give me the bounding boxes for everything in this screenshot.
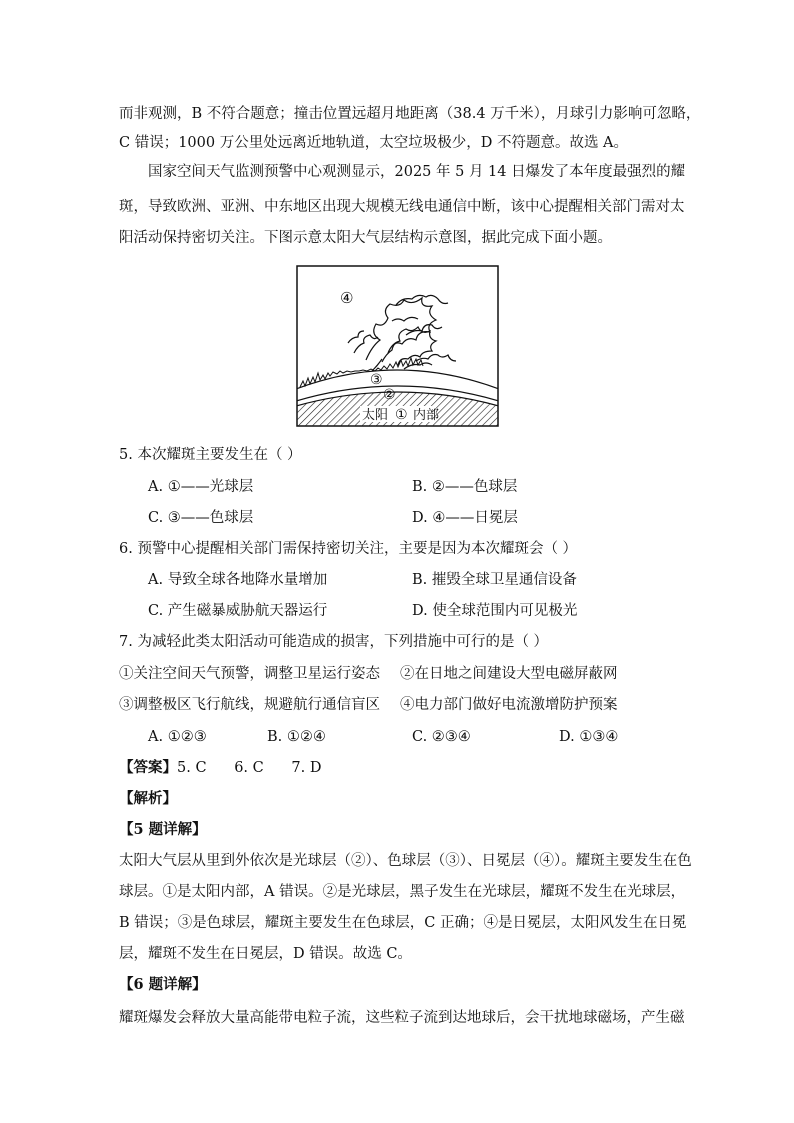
detail-5-text: 层，耀斑不发生在日冕层，D 错误。故选 C。 (119, 946, 412, 962)
q7-option-b: B. ①②④ (267, 729, 326, 745)
q5-option-c: C. ③——色球层 (148, 510, 254, 526)
label-corona: ④ (340, 289, 354, 307)
question-6-stem: 6. 预警中心提醒相关部门需保持密切关注，主要是因为本次耀斑会（ ） (119, 541, 578, 557)
analysis-label: 【解析】 (119, 790, 177, 807)
label-interior: 内部 (413, 408, 440, 423)
answer-label: 【答案】 (119, 759, 177, 776)
q7-statement-2: ②在日地之间建设大型电磁屏蔽网 (400, 666, 618, 682)
detail-5-text: B 错误；③是色球层，耀斑主要发生在色球层，C 正确；④是日冕层，太阳风发生在日冕 (119, 915, 687, 931)
q7-option-d: D. ①③④ (559, 729, 619, 745)
q5-option-a: A. ①——光球层 (148, 479, 254, 495)
label-sun: 太阳 (362, 408, 389, 423)
sun-atmosphere-diagram (296, 265, 499, 427)
answer-line (119, 758, 321, 778)
text-line: 阳活动保持密切关注。下图示意太阳大气层结构示意图，据此完成下面小题。 (119, 230, 612, 246)
label-interior-number: ① (395, 407, 408, 423)
detail-6-heading: 【6 题详解】 (119, 976, 207, 993)
q7-option-a: A. ①②③ (148, 729, 207, 745)
detail-5-heading: 【5 题详解】 (119, 821, 207, 838)
q6-option-a: A. 导致全球各地降水量增加 (148, 572, 328, 588)
q7-option-c: C. ②③④ (412, 729, 471, 745)
q6-option-c: C. 产生磁暴威胁航天器运行 (148, 603, 328, 619)
detail-5-text: 太阳大气层从里到外依次是光球层（②）、色球层（③）、日冕层（④）。耀斑主要发生在色 (119, 853, 692, 869)
text-line: C 错误；1000 万公里处远离近地轨道，太空垃圾极少，D 不符题意。故选 A。 (119, 135, 629, 151)
paragraph-start: 国家空间天气监测预警中心观测显示，2025 年 5 月 14 日爆发了本年度最强烈的耀 (148, 164, 686, 180)
sun-atmosphere-figure (296, 265, 499, 427)
detail-6-text: 耀斑爆发会释放大量高能带电粒子流，这些粒子流到达地球后，会干扰地球磁场，产生磁 (119, 1010, 685, 1026)
label-photosphere: ② (383, 387, 396, 403)
text-line: 斑，导致欧洲、亚洲、中东地区出现大规模无线电通信中断，该中心提醒相关部门需对太 (119, 199, 685, 215)
q7-statement-1: ①关注空间天气预警，调整卫星运行姿态 (119, 666, 380, 682)
q5-option-b: B. ②——色球层 (412, 479, 518, 495)
question-5-stem: 5. 本次耀斑主要发生在（ ） (119, 447, 302, 463)
answer-text: 5. C 6. C 7. D (177, 760, 322, 776)
detail-5-text: 球层。①是太阳内部，A 错误。②是光球层，黑子发生在光球层，耀斑不发生在光球层， (119, 884, 686, 900)
label-chromosphere: ③ (370, 372, 383, 388)
q6-option-d: D. 使全球范围内可见极光 (412, 603, 578, 619)
q7-statement-3: ③调整极区飞行航线，规避航行通信盲区 (119, 697, 380, 713)
text-line: 而非观测，B 不符合题意；撞击位置远超月地距离（38.4 万千米），月球引力影响可忽略， (119, 106, 701, 122)
q6-option-b: B. 摧毁全球卫星通信设备 (412, 572, 577, 588)
question-7-stem: 7. 为减轻此类太阳活动可能造成的损害，下列措施中可行的是（ ） (119, 634, 549, 650)
q7-statement-4: ④电力部门做好电流激增防护预案 (400, 697, 618, 713)
q5-option-d: D. ④——日冕层 (412, 510, 518, 526)
